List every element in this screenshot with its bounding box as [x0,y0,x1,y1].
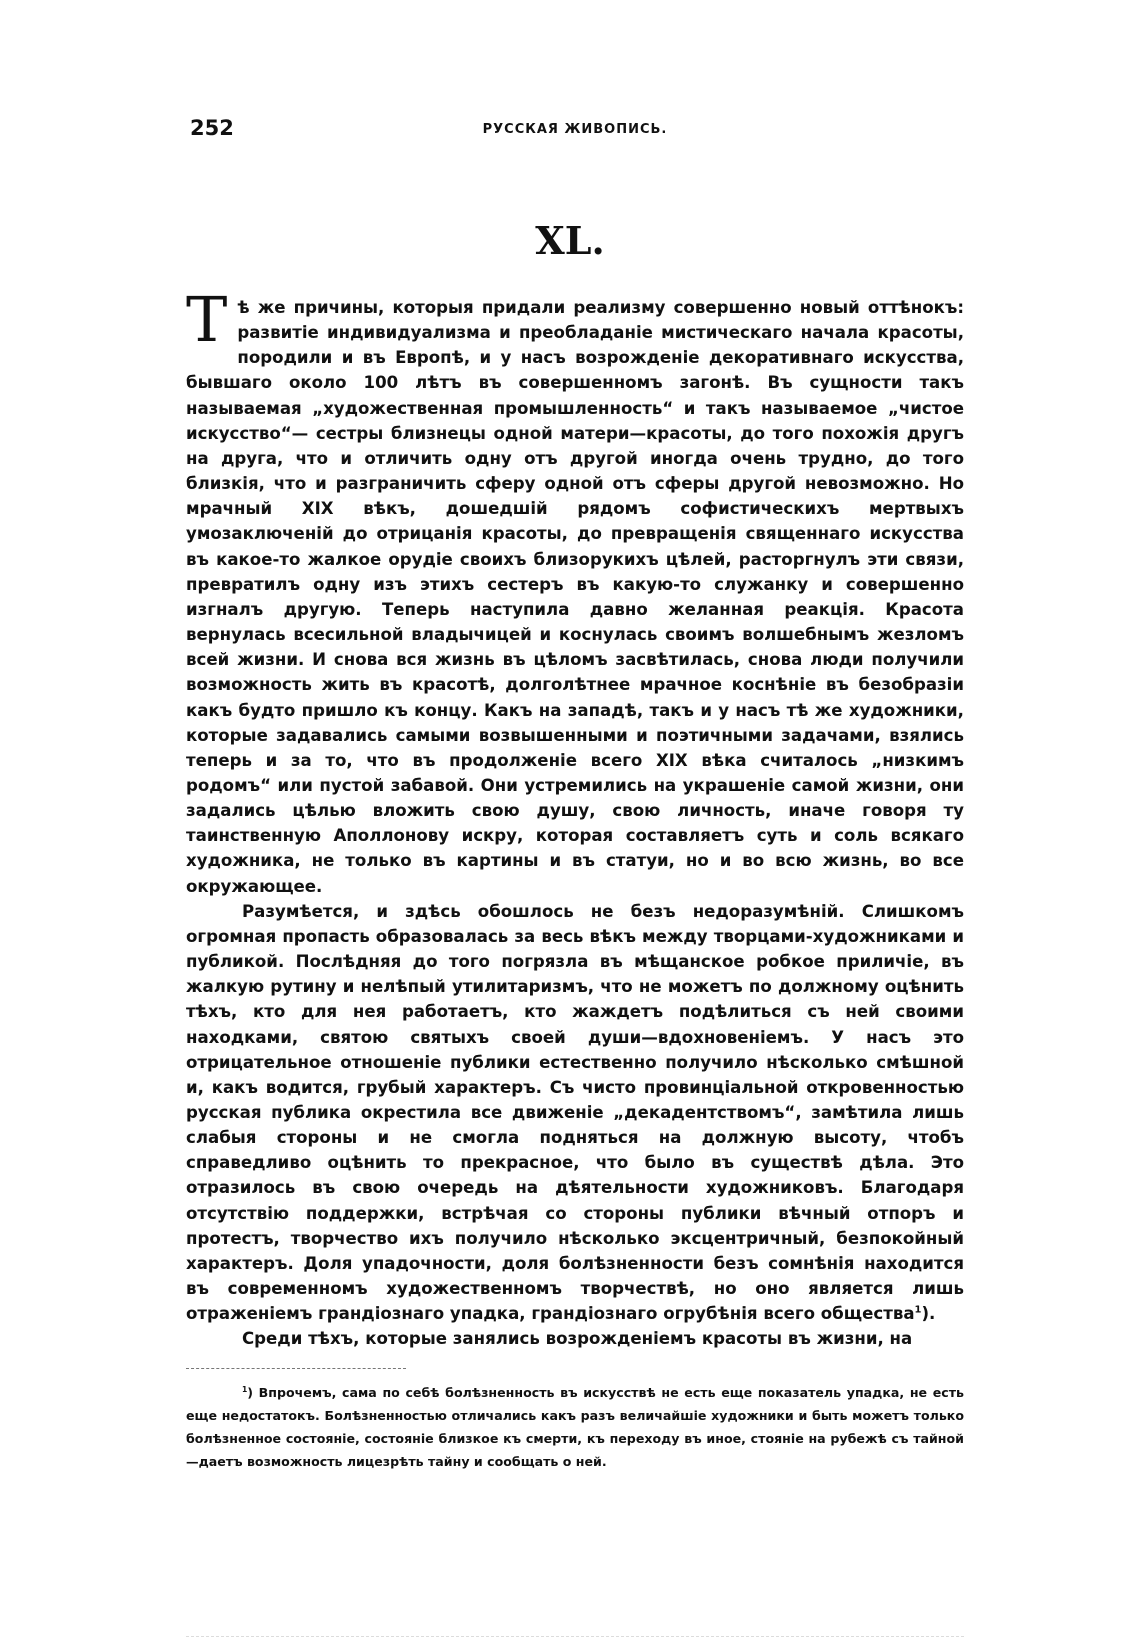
footnote-1-text: ) Впрочемъ, сама по себѣ болѣзненность въ искусствѣ не есть еще показатель упадка, не есть еще недостатокъ. Болѣзненностью отличались какъ разъ величайшіе художники и быть можетъ только болѣзненное состояніе, состояніе близкое къ смерти, къ переходу въ иное, стояніе на рубежѣ съ тайной—даетъ возможность лицезрѣть тайну и сообщать о ней. [186,1385,964,1469]
paragraph-2-text: Разумѣется, и здѣсь обошлось не безъ недоразумѣній. Слишкомъ огромная пропасть образовалась за весь вѣкъ между творцами-художниками и публикой. Послѣдняя до того погрязла въ мѣщанское робкое приличіе, въ жалкую рутину и нелѣпый утилитаризмъ, что не можетъ по должному оцѣнить тѣхъ, кто для нея работаетъ, кто жаждетъ подѣлиться съ ней своими находками, святою святыхъ своей души—вдохновеніемъ. У насъ это отрицательное отношеніе публики естественно получило нѣсколько смѣшной и, какъ водится, грубый характеръ. Съ чисто провинціальной откровенностью русская публика окрестила все движеніе „декадентствомъ“, замѣтила лишь слабыя стороны и не смогла подняться на должную высоту, чтобъ справедливо оцѣнить то прекрасное, что было въ существѣ дѣла. Это отразилось въ свою очередь на дѣятельности художниковъ. Благодаря отсутствію поддержки, встрѣчая со стороны публики вѣчный отпоръ и протестъ, творчество ихъ получило нѣсколько эксцентричный, безпокойный характеръ. Доля упадочности, доля болѣзненности безъ сомнѣнія находится въ современномъ художественномъ творчествѣ, но оно является лишь отраженіемъ грандіознаго упадка, грандіознаго огрубѣнія всего общества [186,901,964,1324]
chapter-heading: XL. [535,218,605,263]
footnote-1 [186,1381,964,1473]
page-number: 252 [190,116,234,140]
paragraph-2 [186,899,964,1327]
paragraph-1 [186,283,964,899]
running-title: РУССКАЯ ЖИВОПИСЬ. [482,122,668,137]
footnote-reference[interactable]: 1 [914,1304,922,1316]
paragraph-1-text: ѣ же причины, которыя придали реализму совершенно новый оттѣнокъ: развитіе индивидуализма и преобладаніе мистическаго начала красоты, породили и въ Европѣ, и у насъ возрожденіе декоративнаго искусства, бывшаго около 100 лѣтъ въ совершенномъ загонѣ. Въ сущности такъ называемая „художественная промышленность“ и такъ называемое „чистое искусство“— сестры близнецы одной матери—красоты, до того похожія другъ на друга, что и отличить одну отъ другой иногда очень трудно, до того близкія, что и разграничить сферу одной отъ сферы другой невозможно. Но мрачный XIX вѣкъ, дошедшій рядомъ софистическихъ мертвыхъ умозаключеній до отрицанія красоты, до превращенія священнаго искусства въ какое-то жалкое орудіе своихъ близорукихъ цѣлей, расторгнулъ эти связи, превратилъ одну изъ этихъ сестеръ въ какую-то служанку и совершенно изгналъ другую. Теперь наступила давно желанная реакція. Красота вернулась всесильной владычицей и коснулась своимъ волшебнымъ жезломъ всей жизни. И снова вся жизнь въ цѣломъ засвѣтилась, снова люди получили возможность жить въ красотѣ, долголѣтнее мрачное коснѣніе въ безобразіи какъ будто пришло къ концу. Какъ на западѣ, такъ и у насъ тѣ же художники, которые задавались самыми возвышенными и поэтичными задачами, взялись теперь и за то, что въ продолженіе всего XIX вѣка считалось „низкимъ родомъ“ или пустой забавой. Они устремились на украшеніе самой жизни, они задались цѣлью вложить свою душу, свою личность, иначе говоря ту таинственную Аполлонову искру, которая составляетъ суть и соль всякаго художника, не только въ картины и въ статуи, но и во всю жизнь, во все окружающее. [186,298,964,896]
body-text [186,283,964,1352]
drop-cap: Т [186,283,228,356]
paragraph-3-text: Среди тѣхъ, которые занялись возрожденіемъ красоты въ жизни, на [242,1329,913,1349]
footnotes [186,1381,964,1473]
footnote-1-mark: 1 [242,1384,248,1394]
paragraph-2-tail: ). [921,1304,936,1324]
page-header [190,116,960,146]
paragraph-3 [186,1326,964,1351]
footnote-divider [186,1368,406,1369]
scan-artifact-line [186,1636,964,1638]
